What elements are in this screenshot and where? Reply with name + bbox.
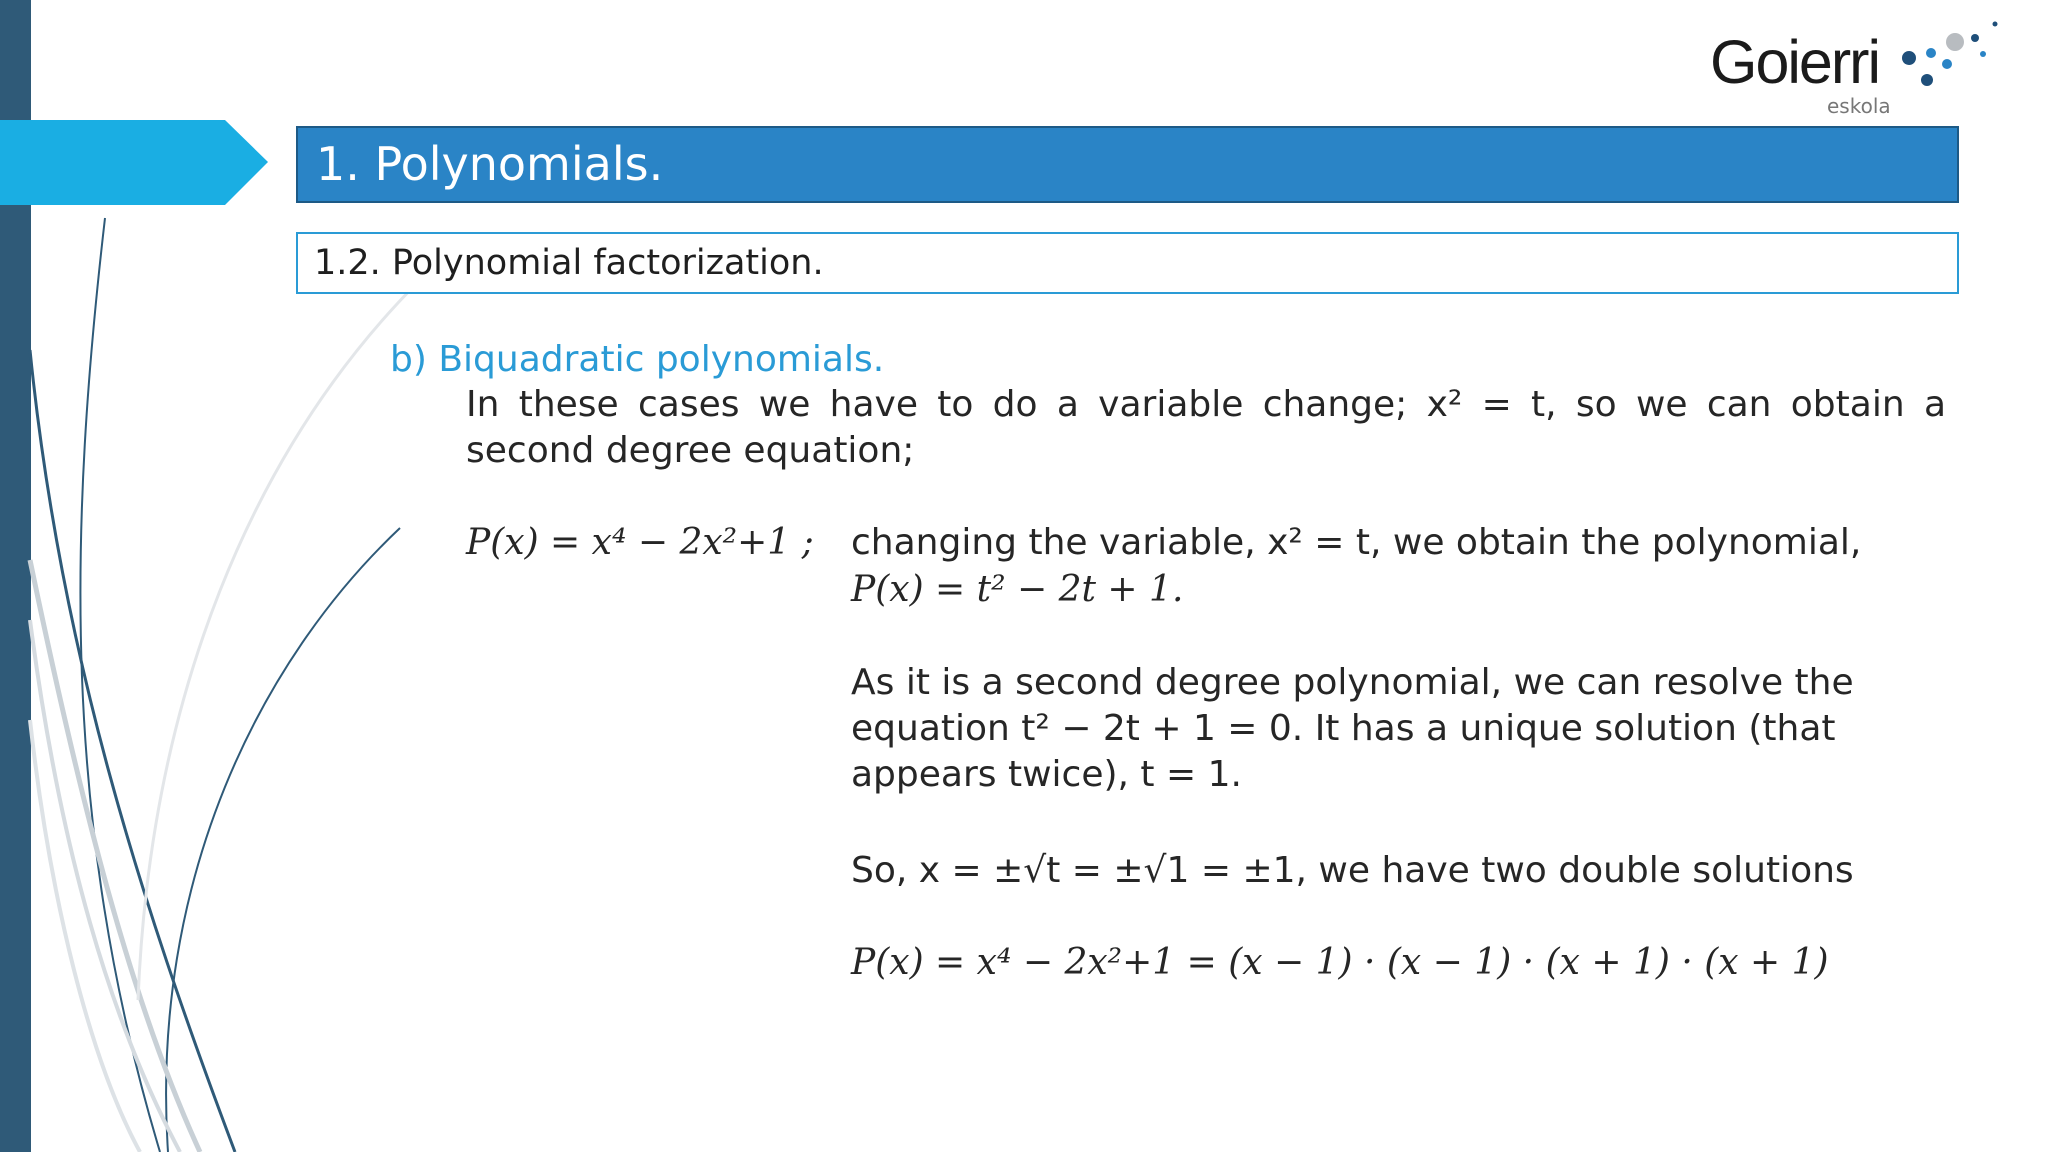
subsection-heading: b) Biquadratic polynomials. xyxy=(390,339,885,380)
logo-subtitle: eskola xyxy=(1827,94,1891,118)
section-subtitle: 1.2. Polynomial factorization. xyxy=(296,232,1959,294)
title-arrow-tab xyxy=(0,120,268,205)
logo-dots-icon xyxy=(1895,18,2005,98)
step1-text: changing the variable, x² = t, we obtain the polynomial, xyxy=(851,522,1862,563)
step2-text: As it is a second degree polynomial, we can resolve the equation t² − 2t + 1 = 0. It has a unique solution (that appears twice), t = 1. xyxy=(851,662,1854,795)
page-title: 1. Polynomials. xyxy=(296,126,1959,203)
intro-paragraph: In these cases we have to do a variable change; x² = t, so we can obtain a second degree equation; xyxy=(466,384,1946,471)
final-factorization: P(x) = x⁴ − 2x²+1 = (x − 1) · (x − 1) · (x + 1) · (x + 1) xyxy=(851,942,1829,983)
goierri-logo xyxy=(1705,18,2005,123)
logo-name: Goierri xyxy=(1710,28,1880,96)
step3-text: So, x = ±√t = ±√1 = ±1, we have two double solutions xyxy=(851,850,1854,891)
example-polynomial: P(x) = x⁴ − 2x²+1 ; xyxy=(466,522,814,563)
step1-formula: P(x) = t² − 2t + 1. xyxy=(851,569,1184,610)
